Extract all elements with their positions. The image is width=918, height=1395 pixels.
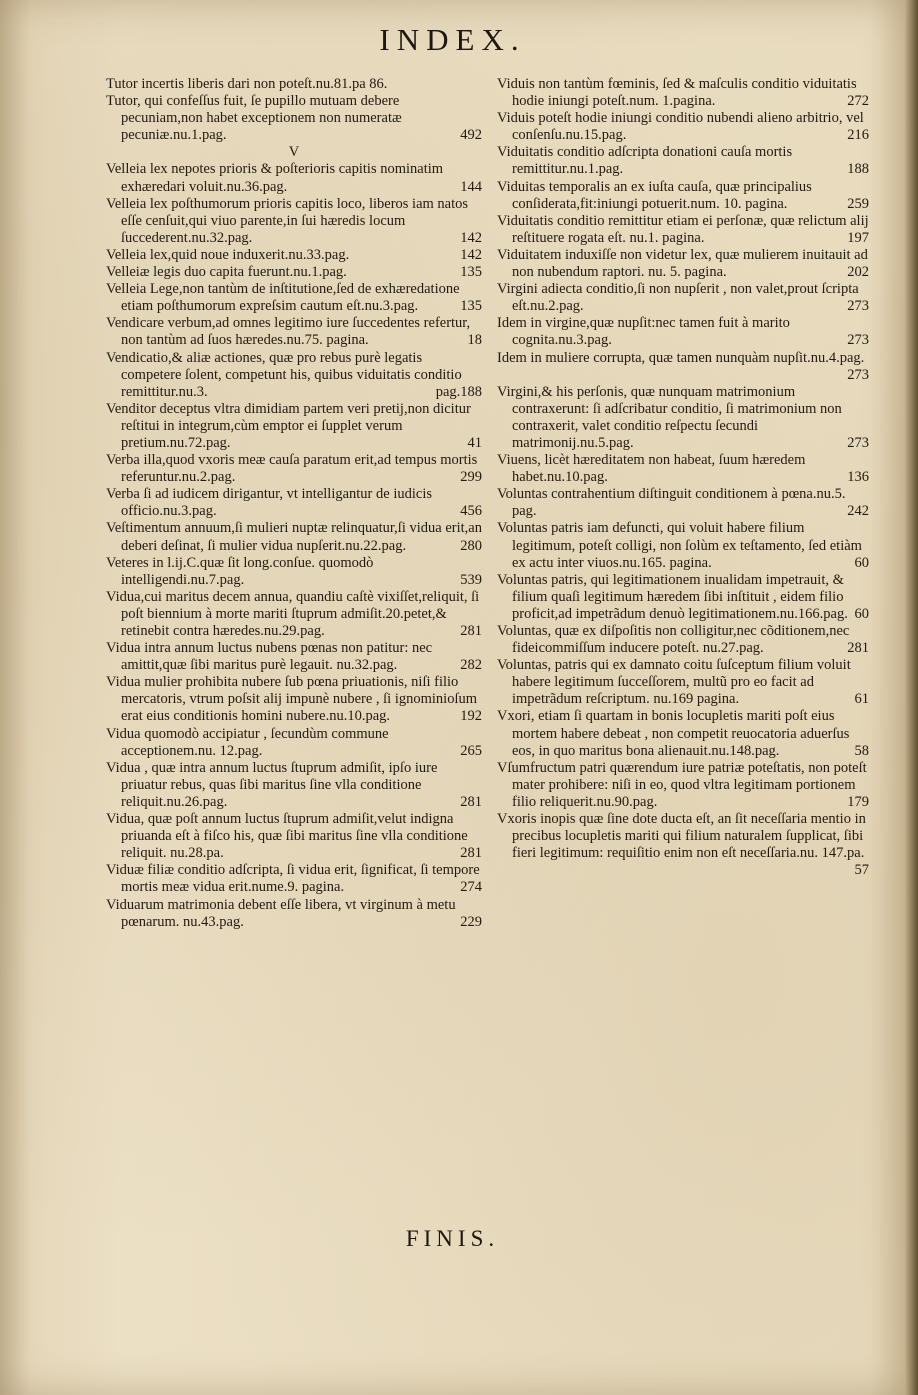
- page-edge: [905, 0, 918, 1395]
- entry-page-number: 179: [847, 793, 869, 810]
- index-entry: [497, 315, 869, 349]
- entry-text: Virgini adiecta conditio,ſi non nupſerit , non valet,prout ſcripta eſt.nu.2.pag.: [497, 281, 859, 315]
- entry-page-number: 229: [460, 913, 482, 930]
- index-entry: [497, 657, 869, 708]
- index-entry: [497, 76, 869, 110]
- index-entry: [497, 811, 869, 879]
- index-entry: [497, 520, 869, 571]
- entry-page-number: 60: [854, 605, 869, 622]
- entry-text: Tutor, qui confeſſus fuit, ſe pupillo mutuam debere pecuniam,non habet exceptionem non numeratæ pecuniæ.nu.1.pag.: [106, 93, 402, 144]
- index-entry: [106, 674, 482, 725]
- index-entry: [497, 384, 869, 452]
- entry-text: Vſumfructum patri quærendum iure patriæ poteſtatis, non poteſt mater prohibere: niſi in eo, quod vltra legitimam portionem filio reliquerit.nu.90.pag.: [497, 759, 867, 810]
- entry-text: Viduis poteſt hodie iniungi conditio nubendi alieno arbitrio, vel conſenſu.nu.15.pag.: [497, 110, 864, 144]
- entry-text: Verba ſi ad iudicem dirigantur, vt intelligantur de iudicis officio.nu.3.pag.: [106, 486, 432, 520]
- entry-text: Velleiæ legis duo capita fuerunt.nu.1.pag.: [106, 264, 347, 281]
- entry-text: Velleia lex poſthumorum prioris capitis loco, liberos iam natos eſſe cenſuit,qui viuo parente,in ſui hæredis locum ſuccederent.nu.32.pag.: [106, 195, 469, 246]
- entry-page-number: 41: [467, 434, 482, 451]
- entries-b: [106, 161, 482, 930]
- entry-text: Veſtimentum annuum,ſi mulieri nuptæ relinquatur,ſi vidua erit,an deberi deſinat, ſi mulier vidua nupſerit.nu.22.pag.: [106, 520, 482, 554]
- entry-page-number: 57: [854, 862, 869, 879]
- index-entry: [497, 281, 869, 315]
- entry-page-number: 197: [847, 229, 869, 246]
- index-entry: [497, 486, 869, 520]
- index-entry: [106, 726, 482, 760]
- entry-text: Vendicare verbum,ad omnes legitimo iure ſuccedentes refertur, non tantùm ad ſuos hæredes.nu.75. pagina.: [106, 315, 471, 349]
- entry-text: Virgini,& his perſonis, quæ nunquam matrimonium contraxerunt: ſi adſcribatur conditio, ſi matrimonium non contraxerit, valet conditio reſpectu ſecundi matrimonij.nu.5.pag.: [497, 383, 842, 451]
- entry-page-number: 144: [460, 178, 482, 195]
- entry-text: Vendicatio,& aliæ actiones, quæ pro rebus purè legatis competere ſolent, competunt his, quibus viduitatis conditio remittitur.nu.3.: [106, 349, 462, 400]
- index-entry: [106, 247, 482, 264]
- entry-page-number: 135: [460, 264, 482, 281]
- index-column-left: [106, 76, 482, 931]
- entry-page-number: 281: [460, 845, 482, 862]
- entry-page-number: 273: [847, 366, 869, 383]
- entry-text: Voluntas patris, qui legitimationem inualidam impetrauit, & filium quaſi legitimum hæredem ſibi inſtituit , eidem filio proficit,ad impetrãdum denuò legitimationem.nu.166.pag.: [497, 571, 848, 622]
- entry-text: Vxoris inopis quæ ſine dote ducta eſt, an ſit neceſſaria mentio in precibus locupletis mariti qui filium naturalem ſupplicat, ſibi fieri legitimum: requiſitio enim non eſt neceſſaria.nu. 147.pa.: [497, 811, 866, 862]
- entry-page-number: 142: [460, 229, 482, 246]
- entry-page-number: 273: [847, 298, 869, 315]
- entry-text: Idem in virgine,quæ nupſit:nec tamen fuit à marito cognita.nu.3.pag.: [497, 315, 790, 349]
- entries-right: [497, 76, 869, 879]
- entry-text: Vidua mulier prohibita nubere ſub pœna priuationis, niſi filio mercatoris, vtrum poſsit alij impunè nubere , ſi ignominioſum erat eius conditionis homini nubere.nu.10.pag.: [106, 674, 478, 725]
- entry-text: Velleia lex nepotes prioris & poſterioris capitis nominatim exhæredari voluit.nu.36.pag.: [106, 161, 444, 195]
- entry-page-number: 188: [847, 161, 869, 178]
- index-entry: [106, 760, 482, 811]
- index-entry: [106, 862, 482, 896]
- index-entry: [497, 452, 869, 486]
- entry-page-number: 192: [460, 708, 482, 725]
- index-entry: [106, 161, 482, 195]
- entry-page-number: 280: [460, 537, 482, 554]
- index-entry: [497, 350, 869, 384]
- index-entry: [497, 760, 869, 811]
- entry-page-number: 539: [460, 571, 482, 588]
- entry-text: Viduitatis conditio adſcripta donationi cauſa mortis remittitur.nu.1.pag.: [497, 144, 793, 178]
- entry-page-number: pag.188: [435, 383, 482, 400]
- entry-page-number: 282: [460, 657, 482, 674]
- entry-text: Velleia Lege,non tantùm de inſtitutione,ſed de exhæredatione etiam poſthumorum expreſsim cautum eſt.nu.3.pag.: [106, 281, 460, 315]
- entry-text: Viduis non tantùm fœminis, ſed & maſculis conditio viduitatis hodie iniungi poteſt.num. 1.pagina.: [497, 76, 857, 110]
- index-entry: [106, 589, 482, 640]
- index-entry: [497, 247, 869, 281]
- index-entry: [497, 144, 869, 178]
- entry-page-number: 60: [854, 554, 869, 571]
- index-entry: [106, 486, 482, 520]
- entry-page-number: 274: [460, 879, 482, 896]
- entry-text: Voluntas, quæ ex diſpoſitis non colligitur,nec cõditionem,nec fideicommiſſum inducere poteſt. nu.27.pag.: [497, 623, 850, 657]
- entry-text: Viduæ filiæ conditio adſcripta, ſi vidua erit, ſignificat, ſi tempore mortis meæ vidua erit.nume.9. pagina.: [106, 862, 480, 896]
- section-letter: V: [288, 144, 300, 161]
- entries-a: [106, 76, 482, 144]
- index-entry: [106, 93, 482, 144]
- index-entry: [106, 315, 482, 349]
- entry-page-number: 142: [460, 246, 482, 263]
- entry-text: Vidua intra annum luctus nubens pœnas non patitur: nec amittit,quæ ſibi maritus purè legauit. nu.32.pag.: [106, 640, 433, 674]
- entry-page-number: 273: [847, 434, 869, 451]
- entry-text: Venditor deceptus vltra dimidiam partem veri pretij,non dicitur reſtitui in integrum,cùm emptor ei ſupplet verum pretium.nu.72.pag.: [106, 400, 471, 451]
- entry-page-number: 202: [847, 264, 869, 281]
- index-entry: [497, 110, 869, 144]
- index-entry: [106, 401, 482, 452]
- entry-page-number: 281: [460, 793, 482, 810]
- entry-page-number: 281: [460, 623, 482, 639]
- index-entry: [106, 76, 482, 93]
- entry-text: Veteres in l.ij.C.quæ ſit long.conſue. quomodò intelligendi.nu.7.pag.: [106, 554, 374, 588]
- entry-text: Viduarum matrimonia debent eſſe libera, vt virginum à metu pœnarum. nu.43.pag.: [106, 896, 456, 930]
- entry-text: Verba illa,quod vxoris meæ cauſa paratum erit,ad tempus mortis referuntur.nu.2.pag.: [106, 452, 478, 486]
- entry-page-number: 18: [467, 332, 482, 349]
- index-entry: [497, 708, 869, 759]
- entry-text: Viuens, licèt hæreditatem non habeat, ſuum hæredem habet.nu.10.pag.: [497, 452, 806, 486]
- entry-page-number: 259: [847, 195, 869, 212]
- entry-text: Voluntas patris iam defuncti, qui voluit habere filium legitimum, poteſt colligi, non ſolùm ex teſtamento, ſed etiàm ex actu inter viuos.nu.165. pagina.: [497, 520, 862, 571]
- entry-text: Viduitatis conditio remittitur etiam ei perſonæ, quæ relictum alij reſtituere rogata eſt. nu.1. pagina.: [497, 212, 869, 246]
- index-entry: [106, 264, 482, 281]
- entry-page-number: 273: [847, 332, 869, 349]
- entry-page-number: 135: [460, 298, 482, 315]
- index-entry: [106, 452, 482, 486]
- entry-text: Tutor incertis liberis dari non poteſt.nu.81.pa 86.: [106, 76, 388, 92]
- entry-page-number: 492: [460, 127, 482, 144]
- index-column-right: [497, 76, 869, 879]
- index-entry: [106, 196, 482, 247]
- index-entry: [497, 623, 869, 657]
- entry-text: Viduitatem induxiſſe non videtur lex, quæ mulierem inuitauit ad non nubendum raptori. nu. 5. pagina.: [497, 246, 868, 281]
- index-entry: [106, 281, 482, 315]
- index-entry: [106, 640, 482, 674]
- index-entry: [497, 572, 869, 623]
- entry-page-number: 456: [460, 503, 482, 520]
- entry-text: Voluntas contrahentium diſtinguit conditionem à pœna.nu.5. pag.: [497, 486, 846, 520]
- page-header: INDEX.: [379, 22, 526, 57]
- entry-text: Vidua,cui maritus decem annua, quandiu caſtè vixiſſet,reliquit, ſi poſt biennium à morte mariti ſtuprum admiſit.20.petet,& retinebit contra hæredes.nu.29.pag.: [106, 588, 480, 639]
- entry-page-number: 299: [460, 469, 482, 486]
- index-entry: [106, 811, 482, 862]
- index-entry: [497, 213, 869, 247]
- index-entry: [106, 555, 482, 589]
- entry-page-number: 265: [460, 742, 482, 759]
- index-entry: [106, 350, 482, 401]
- entry-page-number: 242: [847, 503, 869, 520]
- finis-footer: FINIS.: [405, 1226, 500, 1251]
- entry-page-number: 58: [854, 742, 869, 759]
- entry-text: Vidua , quæ intra annum luctus ſtuprum admiſit, ipſo iure priuatur rebus, quas ſibi maritus ſine vlla conditione reliquit.nu.26.pag.: [106, 759, 438, 810]
- index-entry: [106, 520, 482, 554]
- entry-text: Vidua quomodò accipiatur , ſecundùm commune acceptionem.nu. 12.pag.: [106, 725, 389, 759]
- entry-page-number: 61: [854, 691, 869, 708]
- entry-text: Viduitas temporalis an ex iuſta cauſa, quæ principalius conſiderata,fit:iniungi potuerit.num. 10. pagina.: [497, 178, 812, 212]
- entry-page-number: 281: [847, 640, 869, 657]
- entry-text: Voluntas, patris qui ex damnato coitu ſuſceptum filium voluit habere legitimum ſucceſſorem, multũ pro eo facit ad impetrãdum reſcriptum. nu.169 pagina.: [497, 657, 851, 708]
- index-entry: [106, 897, 482, 931]
- entry-page-number: 216: [847, 127, 869, 144]
- index-entry: [497, 179, 869, 213]
- entry-page-number: 136: [847, 469, 869, 486]
- entry-text: Velleia lex,quid noue induxerit.nu.33.pag.: [106, 246, 350, 263]
- entry-text: Idem in muliere corrupta, quæ tamen nunquàm nupſit.nu.4.pag.: [497, 349, 865, 366]
- entry-page-number: 272: [847, 93, 869, 110]
- entry-text: Vidua, quæ poſt annum luctus ſtuprum admiſit,velut indigna priuanda eſt à fiſco his, quæ ſibi maritus ſine vlla conditione reliquit. nu.28.pa.: [106, 811, 468, 862]
- entry-text: Vxori, etiam ſi quartam in bonis locupletis mariti poſt eius mortem habere debeat , non competit reuocatoria aduerſus eos, in quo maritus bona alienauit.nu.148.pag.: [497, 708, 850, 759]
